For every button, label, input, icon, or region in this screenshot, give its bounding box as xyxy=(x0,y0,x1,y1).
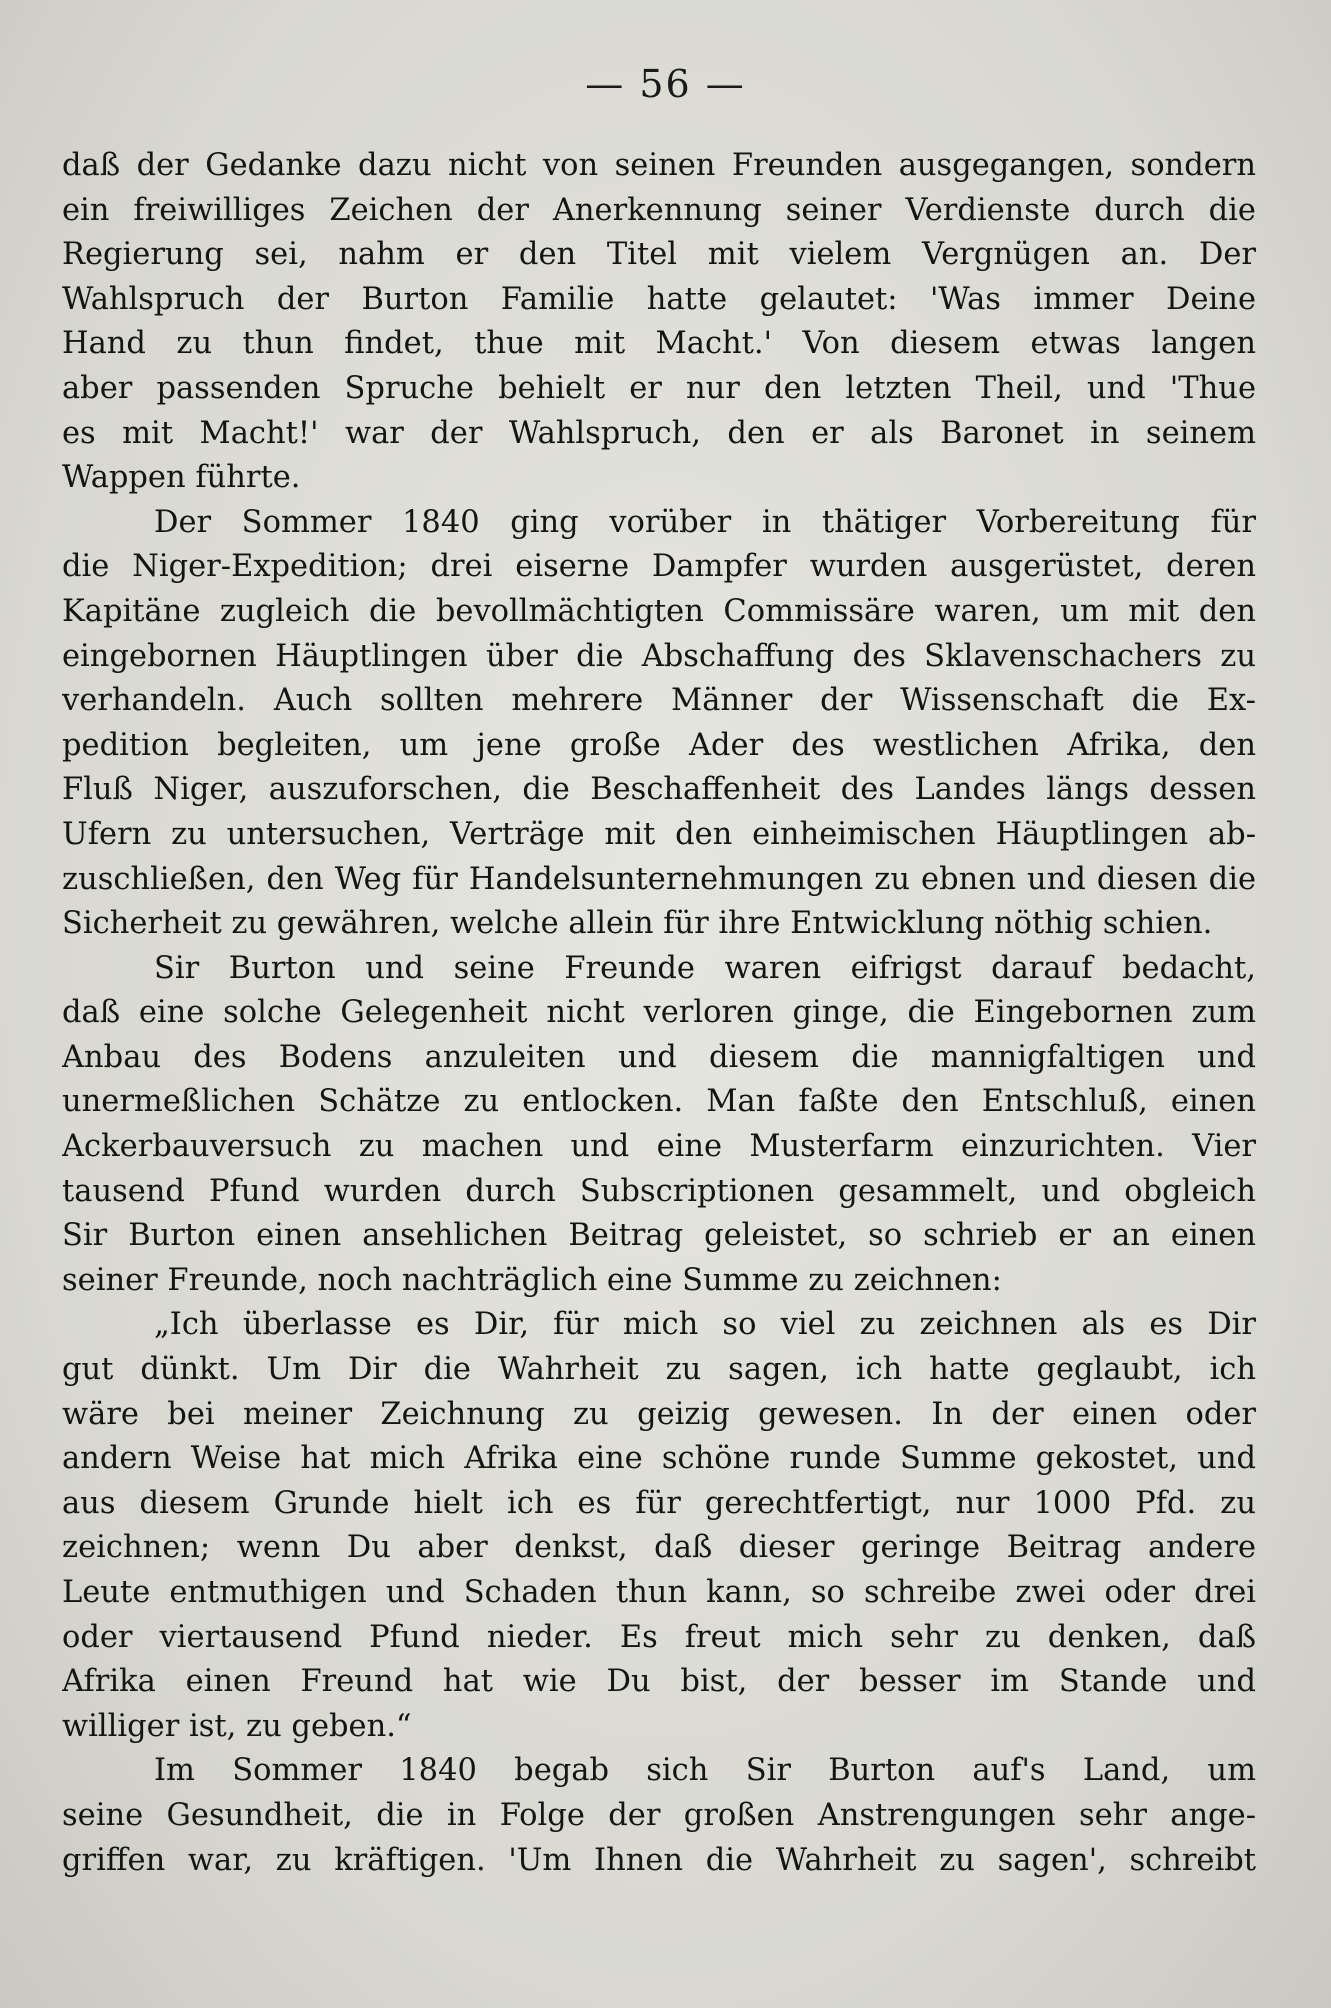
text-line: Kapitäne zugleich die bevollmächtigten Commissäre waren, um mit den xyxy=(62,593,1256,629)
text-line: Regierung sei, nahm er den Titel mit vielem Vergnügen an. Der xyxy=(62,237,1256,273)
text-line: aus diesem Grunde hielt ich es für gerechtfertigt, nur 1000 Pfd. zu xyxy=(62,1485,1256,1521)
text-line: Sir Burton und seine Freunde waren eifrigst darauf bedacht, xyxy=(154,950,1256,986)
text-line: Sir Burton einen ansehlichen Beitrag geleistet, so schrieb er an einen xyxy=(62,1218,1256,1254)
text-line: Fluß Niger, auszuforschen, die Beschaffenheit des Landes längs dessen xyxy=(62,772,1256,808)
page-number: — 56 — xyxy=(585,62,746,106)
text-line: aber passenden Spruche behielt er nur den letzten Theil, und 'Thue xyxy=(62,370,1256,406)
text-line: Anbau des Bodens anzuleiten und diesem die mannigfaltigen und xyxy=(62,1039,1256,1075)
text-line: Leute entmuthigen und Schaden thun kann, so schreibe zwei oder drei xyxy=(62,1575,1256,1610)
text-line: seine Gesundheit, die in Folge der großen Anstrengungen sehr ange- xyxy=(62,1797,1256,1833)
text-line: gut dünkt. Um Dir die Wahrheit zu sagen, ich hatte geglaubt, ich xyxy=(62,1352,1256,1388)
text-line: unermeßlichen Schätze zu entlocken. Man faßte den Entschluß, einen xyxy=(62,1084,1256,1120)
text-line: seiner Freunde, noch nachträglich eine Summe zu zeichnen: xyxy=(62,1262,1002,1298)
text-line: Der Sommer 1840 ging vorüber in thätiger Vorbereitung für xyxy=(154,504,1256,540)
text-line: Hand zu thun findet, thue mit Macht.' Von diesem etwas langen xyxy=(62,326,1256,362)
body-text xyxy=(62,144,1256,1883)
text-line: oder viertausend Pfund nieder. Es freut mich sehr zu denken, daß xyxy=(62,1619,1256,1655)
text-line: Ackerbauversuch zu machen und eine Musterfarm einzurichten. Vier xyxy=(62,1129,1256,1165)
text-line: pedition begleiten, um jene große Ader des westlichen Afrika, den xyxy=(62,727,1256,763)
text-line: Wappen führte. xyxy=(62,460,301,496)
text-line: es mit Macht!' war der Wahlspruch, den er als Baronet in seinem xyxy=(62,415,1256,451)
text-line: daß eine solche Gelegenheit nicht verloren ginge, die Eingebornen zum xyxy=(62,995,1256,1031)
text-line: Wahlspruch der Burton Familie hatte gelautet: 'Was immer Deine xyxy=(62,281,1256,317)
text-line: Ufern zu untersuchen, Verträge mit den einheimischen Häuptlingen ab- xyxy=(62,816,1256,852)
text-line: daß der Gedanke dazu nicht von seinen Freunden ausgegangen, sondern xyxy=(62,148,1256,183)
text-line: williger ist, zu geben.“ xyxy=(62,1708,412,1744)
text-line: zeichnen; wenn Du aber denkst, daß dieser geringe Beitrag andere xyxy=(62,1530,1256,1566)
text-line: tausend Pfund wurden durch Subscriptionen gesammelt, und obgleich xyxy=(62,1173,1256,1209)
text-line: die Niger-Expedition; drei eiserne Dampfer wurden ausgerüstet, deren xyxy=(62,549,1256,585)
text-line: ein freiwilliges Zeichen der Anerkennung seiner Verdienste durch die xyxy=(62,192,1256,228)
text-line: verhandeln. Auch sollten mehrere Männer der Wissenschaft die Ex- xyxy=(62,683,1256,719)
text-line: Sicherheit zu gewähren, welche allein für ihre Entwicklung nöthig schien. xyxy=(62,906,1213,942)
text-line: zuschließen, den Weg für Handelsunternehmungen zu ebnen und diesen die xyxy=(62,861,1256,897)
text-line: „Ich überlasse es Dir, für mich so viel zu zeichnen als es Dir xyxy=(154,1307,1256,1343)
text-line: wäre bei meiner Zeichnung zu geizig gewesen. In der einen oder xyxy=(62,1396,1256,1432)
text-line: griffen war, zu kräftigen. 'Um Ihnen die Wahrheit zu sagen', schreibt xyxy=(62,1842,1256,1878)
text-line: andern Weise hat mich Afrika eine schöne runde Summe gekostet, und xyxy=(62,1441,1256,1477)
text-line: Im Sommer 1840 begab sich Sir Burton auf's Land, um xyxy=(154,1753,1256,1789)
text-line: eingebornen Häuptlingen über die Abschaffung des Sklavenschachers zu xyxy=(62,638,1256,674)
text-line: Afrika einen Freund hat wie Du bist, der besser im Stande und xyxy=(62,1664,1256,1700)
